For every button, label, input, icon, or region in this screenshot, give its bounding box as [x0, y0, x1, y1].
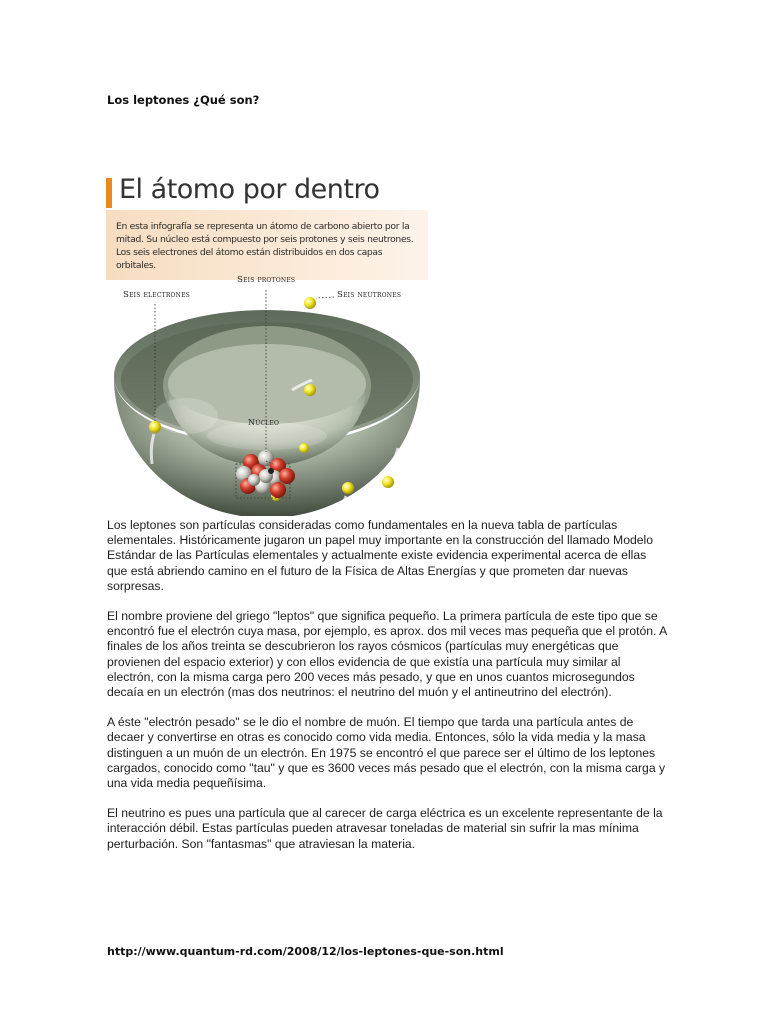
- electron: [149, 421, 161, 433]
- figure-caption: En esta infografía se representa un átomo de carbono abierto por la mitad. Su núcleo está compuesto por seis protones y seis neutrones. Los seis electrones del átomo están distribuidos en dos capas orbitales.: [116, 221, 414, 271]
- proton: [279, 468, 295, 484]
- atom-infographic: [106, 176, 428, 516]
- label-seis-neutrones: Seis neutrones: [337, 290, 402, 300]
- neutron: [248, 474, 260, 486]
- atom-illustration: [106, 266, 428, 516]
- paragraph: A éste "electrón pesado" se le dio el nombre de muón. El tiempo que tarda una partícula antes de decaer y convertirse en otras es conocido como vida media. Entonces, sólo la vida media y la masa distinguen a un muón de un electrón. En 1975 se encontró el que parece ser el último de los leptones cargados, conocido como "tau" y que es 3600 veces más pesado que el electrón, con la misma carga y una vida media pequeñísima.: [107, 715, 666, 791]
- proton: [270, 482, 286, 498]
- paragraph: Los leptones son partículas consideradas como fundamentales en la nueva tabla de partículas elementales. Históricamente jugaron un papel muy importante en la construcción del llamado Modelo Estándar de las Partículas elementales y actualmente existe evidencia experimental acerca de ellas que está abriendo camino en el futuro de la Física de Altas Energías y que prometen dar nuevas sorpresas.: [107, 518, 654, 593]
- electron: [299, 443, 309, 453]
- label-seis-electrones: Seis electrones: [123, 290, 190, 300]
- electron: [304, 384, 316, 396]
- article-body: [107, 518, 667, 867]
- source-url: http://www.quantum-rd.com/2008/12/los-leptones-que-son.html: [107, 945, 504, 958]
- label-seis-protones: Seis protones: [237, 275, 296, 285]
- paragraph: El nombre proviene del griego "leptos" que significa pequeño. La primera partícula de este tipo que se encontró fue el electrón cuya masa, por ejemplo, es aprox. dos mil veces mas pequeña que el protón. A finales de los años treinta se descubrieron los rayos cósmicos (partículas muy energéticas que provienen del espacio exterior) y con ellos evidencia de que existía una partícula muy similar al electrón, con la misma carga pero 200 veces más pesado, y que en unos cuantos microsegundos decaía en un electrón (mas dos neutrinos: el neutrino del muón y el antineutrino del electrón).: [107, 609, 667, 700]
- figure-title-accent: [106, 178, 112, 208]
- electron: [382, 476, 394, 488]
- label-nucleo: Núcleo: [248, 418, 280, 427]
- paragraph: El neutrino es pues una partícula que al carecer de carga eléctrica es un excelente representante de la interacción débil. Estas partículas pueden atravesar toneladas de material sin sufrir la mas mínima perturbación. Son "fantasmas" que atraviesan la materia.: [107, 806, 663, 851]
- figure-title: El átomo por dentro: [119, 174, 380, 205]
- electron: [304, 297, 316, 309]
- page-title: Los leptones ¿Qué son?: [107, 93, 260, 107]
- leader-line-neutrons: [316, 297, 334, 298]
- electron: [342, 482, 354, 494]
